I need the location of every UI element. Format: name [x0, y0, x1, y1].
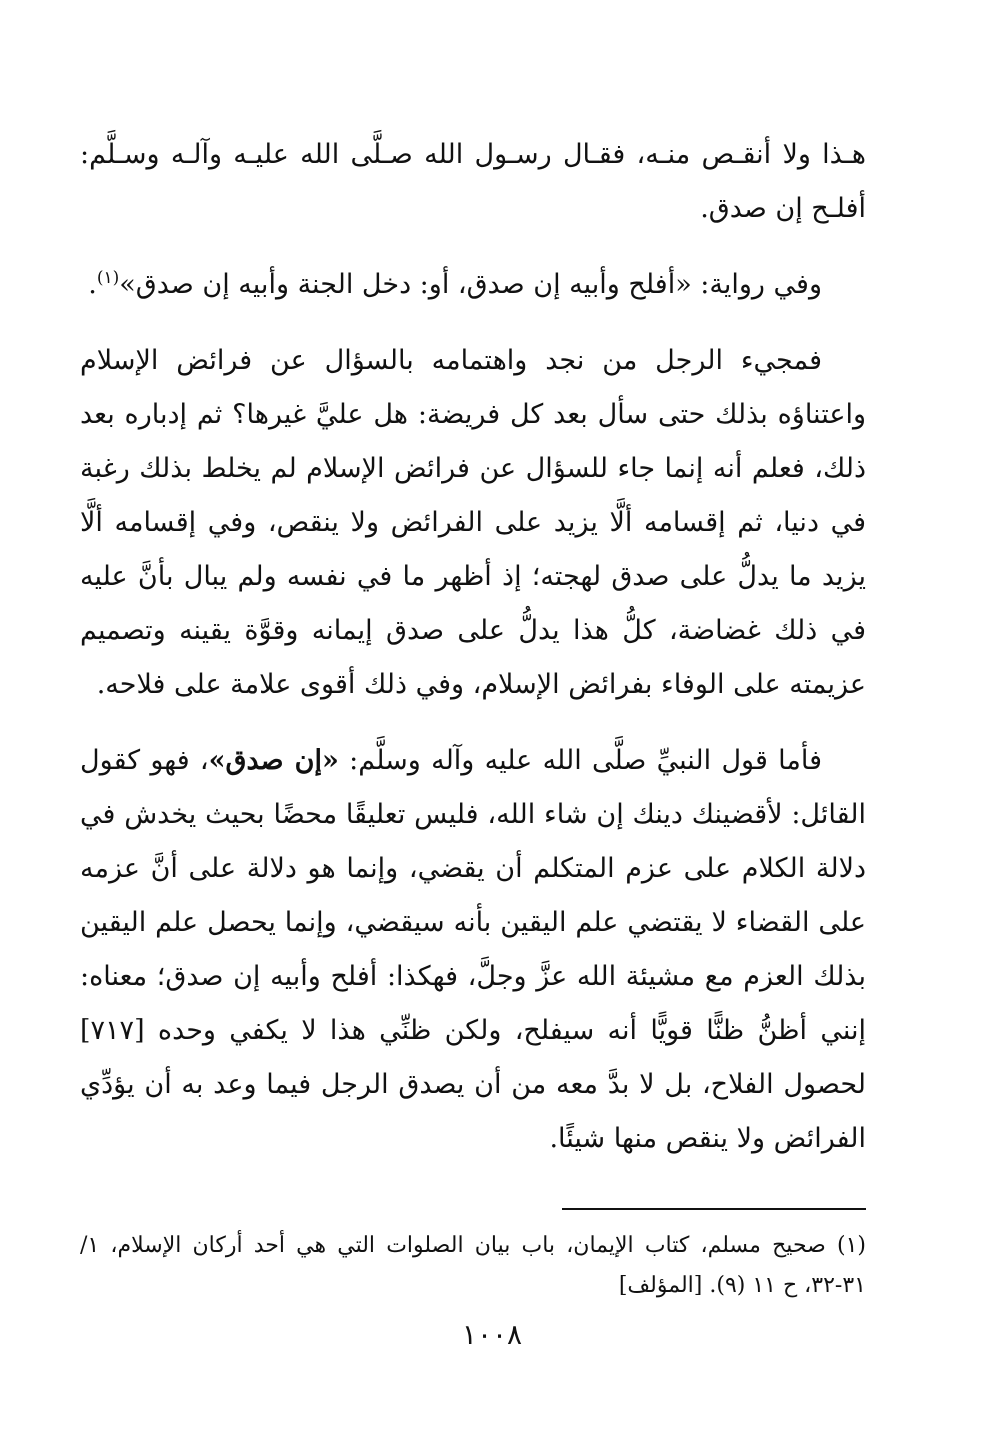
paragraph-2-text: وفي رواية: «أفلح وأبيه إن صدق، أو: دخل الجنة وأبيه إن صدق»	[119, 269, 822, 300]
paragraph-3: فمجيء الرجل من نجد واهتمامه بالسؤال عن فرائض الإسلام واعتناؤه بذلك حتى سأل بعد كل فريضة: هل عليَّ غيرها؟ ثم إدباره بعد ذلك، فعلم أنه إنما جاء للسؤال عن فرائض الإسلام لم يخلط بذلك رغبة في دنيا، ثم إقسامه ألَّا يزيد على الفرائض ولا ينقص، وفي إقسامه ألَّا يزيد ما يدلُّ على صدق لهجته؛ إذ أظهر ما في نفسه ولم يبال بأنَّ عليه في ذلك غضاضة، كلُّ هذا يدلُّ على صدق إيمانه وقوَّة يقينه وتصميم عزيمته على الوفاء بفرائض الإسلام، وفي ذلك أقوى علامة على فلاحه.	[80, 345, 866, 700]
page-number: ١٠٠٨	[461, 1318, 523, 1351]
paragraph-1: هـذا ولا أنقـص منـه، فقـال رسـول الله صـلَّى الله عليـه وآلـه وسـلَّم: أفلـح إن صدق.	[80, 139, 866, 224]
main-text	[80, 128, 866, 1166]
footnotes	[80, 1226, 866, 1306]
footnote-1: (١) صحيح مسلم، كتاب الإيمان، باب بيان الصلوات التي هي أحد أركان الإسلام، ١/ ٣١-٣٢، ح ١١ (٩). [المؤلف]	[80, 1233, 866, 1298]
paragraph-2: وفي رواية: «أفلح وأبيه إن صدق، أو: دخل الجنة وأبيه إن صدق»$^{(١)}$.	[88, 268, 822, 300]
footnote-divider	[562, 1208, 866, 1210]
paragraph-4-start: فأما قول النبيِّ صلَّى الله عليه وآله وسلَّم:	[338, 745, 823, 776]
paragraph-4-rest: ، فهو كقول القائل: لأقضينك دينك إن شاء الله، فليس تعليقًا محضًا بحيث يخدش في دلالة الكلام على عزم المتكلم أن يقضي، وإنما هو دلالة على أنَّ عزمه على القضاء لا يقتضي علم اليقين بأنه سيقضي، وإنما يحصل علم اليقين بذلك العزم مع مشيئة الله عزَّ وجلَّ، فهكذا: أفلح وأبيه إن صدق؛ معناه: إنني أظنُّ ظنًّا قويًّا أنه سيفلح، ولكن ظنِّي هذا لا يكفي وحده [٧١٧] لحصول الفلاح، بل لا بدَّ معه من أن يصدق الرجل فيما وعد به أن يؤدِّي الفرائض ولا ينقص منها شيئًا.	[80, 745, 866, 1154]
footnote-reference: (١)	[96, 268, 120, 288]
paragraph-4	[80, 734, 866, 1166]
paragraph-4-quote: «إن صدق»	[208, 745, 339, 776]
